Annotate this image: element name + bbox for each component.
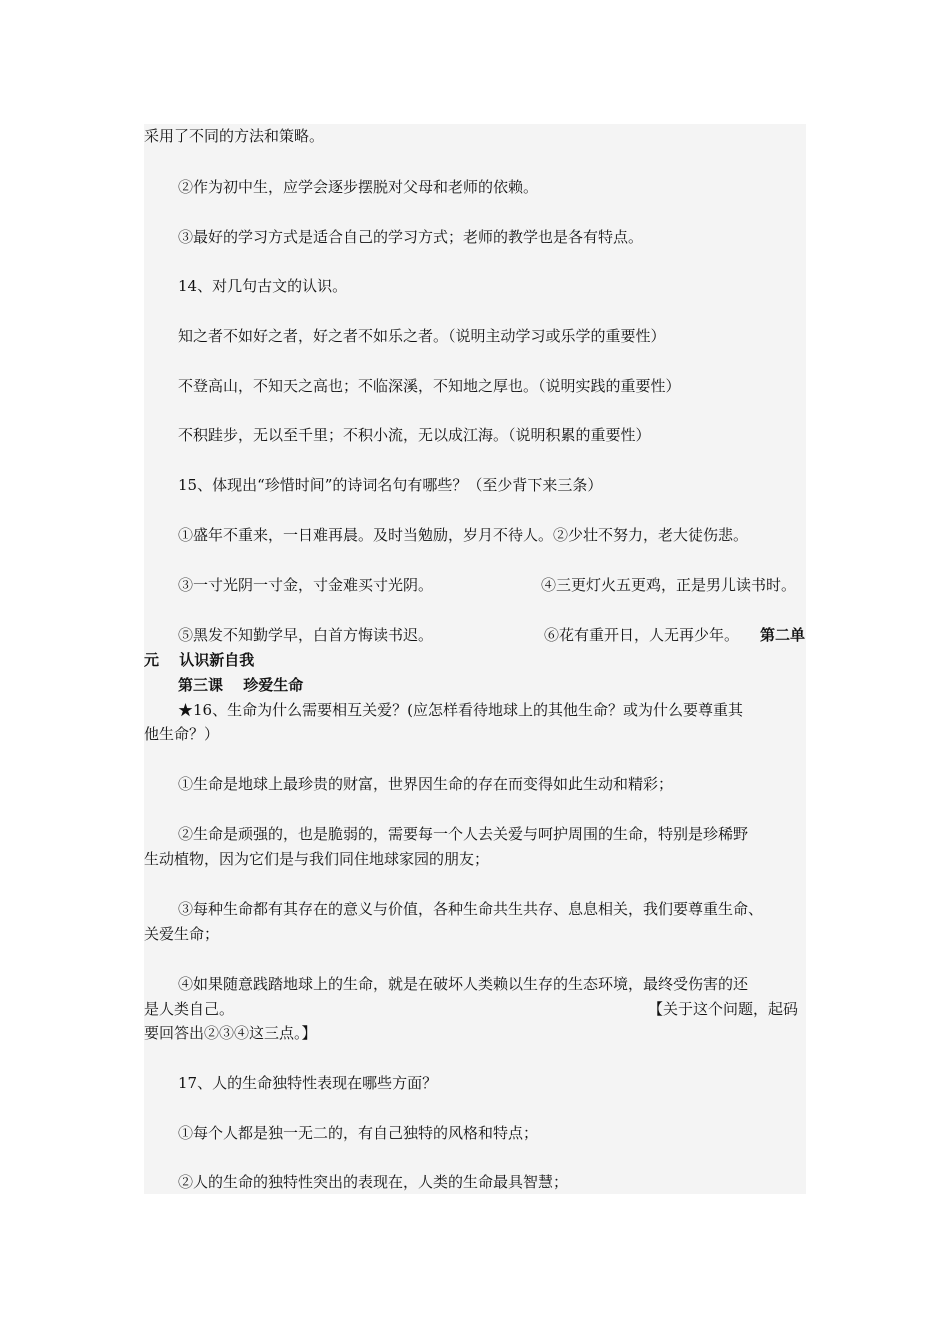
text-line: 知之者不如好之者，好之者不如乐之者。（说明主动学习或乐学的重要性） — [178, 327, 666, 345]
text-line: 【关于这个问题，起码 — [648, 1000, 799, 1018]
unit-heading-part: 第二单 — [760, 626, 806, 644]
text-line: ⑤黑发不知勤学早，白首方悔读书迟。 — [178, 626, 434, 644]
question-16: ★16、生命为什么需要相互关爱？(应怎样看待地球上的其他生命？或为什么要尊重其 — [178, 701, 743, 719]
text-line: ③最好的学习方式是适合自己的学习方式；老师的教学也是各有特点。 — [178, 228, 644, 246]
lesson-heading: 第三课 珍爱生命 — [178, 676, 304, 694]
text-line: 要回答出②③④这三点。】 — [144, 1024, 317, 1042]
text-line: 采用了不同的方法和策略。 — [144, 127, 325, 145]
text-line: ②作为初中生，应学会逐步摆脱对父母和老师的依赖。 — [178, 178, 539, 196]
text-line: ①盛年不重来，一日难再晨。及时当勉励，岁月不待人。②少壮不努力，老大徒伤悲。 — [178, 526, 749, 544]
question-15: 15、体现出“珍惜时间”的诗词名句有哪些？（至少背下来三条） — [178, 476, 603, 494]
text-line: 他生命？） — [144, 725, 220, 743]
unit-heading: 元 认识新自我 — [144, 651, 255, 669]
text-line: ②生命是顽强的，也是脆弱的，需要每一个人去关爱与呵护周围的生命，特别是珍稀野 — [178, 825, 749, 843]
text-line: ①每个人都是独一无二的，有自己独特的风格和特点； — [178, 1124, 539, 1142]
text-line: ⑥花有重开日，人无再少年。 — [544, 626, 740, 644]
text-line: ④三更灯火五更鸡，正是男儿读书时。 — [541, 576, 797, 594]
text-line: 是人类自己。 — [144, 1000, 235, 1018]
text-line: ④如果随意践踏地球上的生命，就是在破坏人类赖以生存的生态环境，最终受伤害的还 — [178, 975, 749, 993]
text-line: 关爱生命； — [144, 925, 220, 943]
text-line: 生动植物，因为它们是与我们同住地球家园的朋友； — [144, 850, 490, 868]
question-17: 17、人的生命独特性表现在哪些方面？ — [178, 1074, 438, 1092]
text-line: 不积跬步，无以至千里；不积小流，无以成江海。（说明积累的重要性） — [178, 426, 651, 444]
text-line: ②人的生命的独特性突出的表现在，人类的生命最具智慧； — [178, 1173, 569, 1191]
text-line: ①生命是地球上最珍贵的财富，世界因生命的存在而变得如此生动和精彩； — [178, 775, 674, 793]
question-14: 14、对几句古文的认识。 — [178, 277, 348, 295]
text-line: ③一寸光阴一寸金，寸金难买寸光阴。 — [178, 576, 434, 594]
text-line: ③每种生命都有其存在的意义与价值，各种生命共生共存、息息相关，我们要尊重生命、 — [178, 900, 764, 918]
text-line: 不登高山，不知天之高也；不临深溪，不知地之厚也。（说明实践的重要性） — [178, 377, 681, 395]
